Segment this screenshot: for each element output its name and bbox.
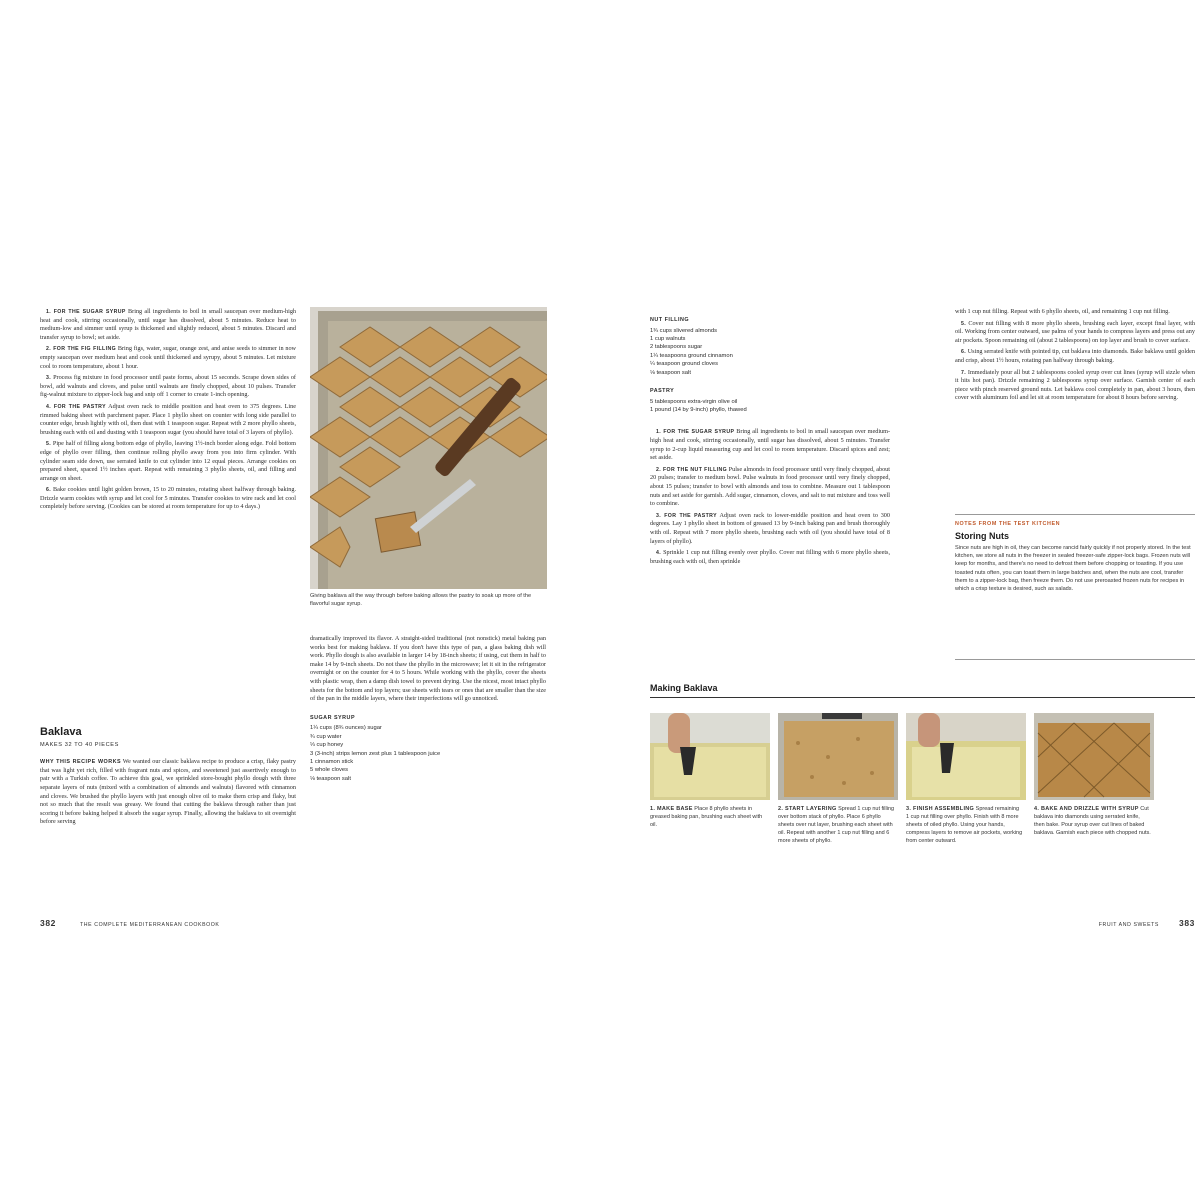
step-text: Bring all ingredients to boil in small saucepan over medium-high heat and cook, stirring occasionally, until sugar has dissolved, about 5 minutes. Transfer syrup to 2-cup liquid measuring cup and let cool to room temperature. Discard spices and zest; set aside.	[650, 428, 891, 462]
note-label: NOTES FROM THE TEST KITCHEN	[955, 521, 1061, 527]
nut-ingredient: 1 cup walnuts	[650, 336, 686, 342]
step-caption-heading: 4. BAKE AND DRIZZLE WITH SYRUP	[1034, 806, 1139, 812]
step-caption-text: Cut baklava into diamonds using serrated knife, then bake. Pour syrup over cut lines of baked baklava. Garnish each piece with chopped nuts.	[1034, 806, 1151, 836]
pastry-ingredient: 1 pound (14 by 9-inch) phyllo, thawed	[650, 407, 747, 414]
syrup-ingredient: ⅓ cup honey	[310, 742, 344, 749]
step-text: Sprinkle 1 cup nut filling evenly over phyllo. Cover nut filling with 6 more phyllo sheets, brushing each with oil, then sprinkle	[650, 549, 890, 565]
syrup-ingredient: 1¼ cups (8¾ ounces) sugar	[310, 725, 382, 732]
fig-cookie-step-6	[40, 486, 296, 512]
syrup-heading: SUGAR SYRUP	[310, 714, 356, 721]
recipe-title: Baklava	[40, 726, 82, 738]
fig-cookie-step-2	[40, 345, 296, 371]
nut-ingredient: ⅛ teaspoon salt	[650, 369, 691, 376]
step-caption-1	[650, 805, 767, 829]
making-baklava-section	[650, 683, 1195, 844]
step-text: Adjust oven rack to lower-middle position and heat oven to 300 degrees. Lay 1 phyllo sheet in bottom of greased 13 by 9-inch baking pan and brush thoroughly with oil. Repeat with 7 more phyllo sheets, brushing each with oil (you should have total of 8 layers of phyllo).	[650, 511, 890, 545]
right-page-number: 383	[1179, 918, 1195, 928]
nut-ingredient: 1¼ teaspoons ground cinnamon	[650, 352, 733, 359]
left-footer	[40, 918, 300, 928]
step-heading: 5.	[46, 441, 52, 448]
step-heading: 6.	[961, 349, 967, 356]
baklava-cont-step-4	[955, 369, 1195, 403]
making-title: Making Baklava	[650, 683, 1195, 698]
step-heading: 1. FOR THE SUGAR SYRUP	[46, 309, 126, 315]
right-page	[650, 300, 1196, 940]
step-photos	[650, 713, 1195, 803]
step-caption-text: Place 8 phyllo sheets in greased baking pan, brushing each sheet with oil.	[650, 806, 763, 828]
step-text: Bring figs, water, sugar, orange zest, and anise seeds to simmer in now empty saucepan over medium heat and cook until thickened and syrupy, about 5 minutes. Let mixture cool to room temperature, about 1 hour.	[40, 345, 297, 370]
baklava-cont-step-3	[955, 348, 1195, 365]
step-text: with 1 cup nut filling. Repeat with 6 phyllo sheets, oil, and remaining 1 cup nut filling.	[955, 308, 1170, 315]
baklava-step-4	[650, 549, 890, 566]
step-photo-3	[906, 713, 1026, 800]
syrup-ingredients	[310, 724, 546, 783]
syrup-ingredient: 1 cinnamon stick	[310, 758, 354, 765]
step-photo-4	[1034, 713, 1154, 800]
syrup-ingredient: ⅛ teaspoon salt	[310, 775, 351, 782]
pastry-ingredient: 5 tablespoons extra-virgin olive oil	[650, 398, 738, 405]
step-text: Adjust oven rack to middle position and heat oven to 375 degrees. Line rimmed baking sheet with parchment paper. Place 1 phyllo sheet on counter with long side parallel to counter edge, brush lightly with oil, then dust with 1 teaspoon sugar. Repeat with 2 more phyllo sheets, brushing each with oil and dusting with 1 teaspoon sugar (you should have total of 3 layers of phyllo).	[40, 402, 296, 436]
left-page-number: 382	[40, 918, 56, 928]
nut-ingredient: ¼ teaspoon ground cloves	[650, 361, 719, 368]
fig-cookie-step-3	[40, 374, 296, 400]
step-heading: 3.	[46, 375, 52, 382]
step-heading: 3. FOR THE PASTRY	[656, 512, 718, 519]
step-caption-4	[1034, 805, 1151, 837]
step-text: Bake cookies until light golden brown, 15 to 20 minutes, rotating sheet halfway through baking. Drizzle warm cookies with syrup and let cool for 5 minutes. Transfer cookies to wire rack and let cool completely before serving. (Cookies can be stored at room temperature for up to 4 days.)	[40, 486, 296, 511]
test-kitchen-note	[955, 514, 1195, 660]
step-heading: 1. FOR THE SUGAR SYRUP	[656, 429, 735, 436]
baklava-step-1	[650, 428, 890, 462]
why-text: We wanted our classic baklava recipe to produce a crisp, flaky pastry that was light yet rich, filled with fragrant nuts and spices, and sweetened just assertively enough to pair with a Turkish coffee. To achieve this goal, we sprinkled store-bought phyllo dough with three separate layers of nuts (mixed with a combination of almonds and walnuts) flavored with cinnamon and cloves. We brushed the phyllo layers with just enough olive oil to make them crisp and flaky, but not so much that the result was greasy. We found that cutting the baklava through rather than just scoring it before baking helped it absorb the sugar syrup. Finally, allowing the baklava to sit overnight before serving	[40, 758, 297, 826]
fig-cookie-step-1	[40, 308, 296, 342]
step-photo-1	[650, 713, 770, 800]
syrup-ingredient: ¾ cup water	[310, 733, 342, 740]
recipe-yield: MAKES 32 TO 40 PIECES	[40, 741, 119, 748]
baklava-step-3	[650, 512, 890, 546]
step-heading: 4.	[656, 550, 662, 557]
nut-ingredient: 2 tablespoons sugar	[650, 344, 703, 351]
baklava-intro	[40, 728, 296, 830]
step-heading: 2. FOR THE FIG FILLING	[46, 346, 117, 353]
nut-heading: NUT FILLING	[650, 317, 690, 323]
step-heading: 2. FOR THE NUT FILLING	[656, 466, 728, 473]
step-heading: 4. FOR THE PASTRY	[46, 403, 106, 410]
nut-ingredients	[650, 327, 890, 377]
step-text: Using serrated knife with pointed tip, cut baklava into diamonds. Bake baklava until golden and crisp, about 1½ hours, rotating pan halfway through baking.	[955, 348, 1196, 364]
syrup-ingredient: 3 (3-inch) strips lemon zest plus 1 tablespoon juice	[310, 750, 441, 757]
step-text: Pipe half of filling along bottom edge of phyllo, leaving 1½-inch border along edge. Fold bottom edge of phyllo over filling, then continue rolling phyllo away from you into firm cylinder. With cylinder seam side down, use serrated knife to cut cylinder into 12 equal pieces. Arrange cookies on prepared sheet, spaced 1½ inches apart. Repeat with remaining 3 phyllo sheets, oil, and filling and arrange on sheet.	[40, 440, 296, 482]
left-column-1	[40, 308, 296, 515]
right-column-1	[650, 316, 890, 569]
photo-caption: Giving baklava all the way through before baking allows the pastry to soak up more of the flavorful sugar syrup.	[310, 593, 532, 607]
step-caption-text: Spread 1 cup nut filling over bottom stack of phyllo. Place 6 phyllo sheets over nut layer, brushing each sheet with oil. Repeat with another 1 cup nut filling and 6 more sheets of phyllo.	[778, 806, 895, 844]
right-steps-1	[650, 428, 890, 566]
fig-cookie-step-4	[40, 403, 296, 437]
step-heading: 6.	[46, 487, 52, 494]
right-column-2	[955, 308, 1195, 406]
step-caption-text: Spread remaining 1 cup nut filling over phyllo. Finish with 8 more sheets of oiled phyllo. Using your hands, compress layers to remove air pockets, working from center outward.	[906, 806, 1023, 844]
baklava-cont-step-1	[955, 308, 1195, 317]
step-caption-heading: 2. START LAYERING	[778, 806, 837, 812]
step-photo-2	[778, 713, 898, 800]
step-caption-2	[778, 805, 895, 845]
step-caption-heading: 1. MAKE BASE	[650, 806, 693, 812]
step-text: Process fig mixture in food processor until paste forms, about 15 seconds. Scrape down sides of bowl, add walnuts and cloves, and pulse until walnuts are finely chopped, about 10 pulses. Transfer fig-walnut mixture to zipper-lock bag and snip off 1 corner to create 1-inch opening.	[40, 374, 296, 399]
note-title: Storing Nuts	[955, 531, 1009, 541]
left-page	[40, 300, 560, 940]
pastry-ingredients	[650, 398, 890, 415]
book-spread	[40, 300, 1196, 940]
step-text: Pulse almonds in food processor until very finely chopped, about 20 pulses; transfer to medium bowl. Pulse walnuts in food processor until very finely chopped, about 15 pulses; transfer to bowl with almonds and toss to combine. Measure out 1 tablespoon nuts and set aside for garnish. Add sugar, cinnamon, cloves, and salt to nut mixture and toss well to combine.	[650, 465, 890, 508]
left-col2-text: dramatically improved its flavor. A straight-sided traditional (not nonstick) metal baking pan works best for making baklava. If you don't have this type of pan, a glass baking dish will work. Phyllo dough is also available in larger 14 by 18-inch sheets; if using, cut them in half to make 14 by 9-inch sheets. Do not thaw the phyllo in the microwave; let it sit in the refrigerator overnight or on the counter for 4 to 5 hours. While working with the phyllo, cover the sheets with plastic wrap, then a damp dish towel to prevent drying. Use the nicest, most intact phyllo sheets for the bottom and top layers; use sheets with tears or ones that are smaller than the size of the pan in the middle layers, where their imperfections will go unnoticed.	[310, 635, 546, 703]
step-caption-3	[906, 805, 1023, 845]
step-caption-heading: 3. FINISH ASSEMBLING	[906, 806, 975, 812]
step-text: Cover nut filling with 8 more phyllo sheets, brushing each layer, except final layer, with oil. Working from center outward, use palms of your hands to compress layers and press out any air pockets. Spoon remaining oil (about 2 tablespoons) on top layer and brush to cover surface.	[955, 319, 1196, 344]
right-running-title: FRUIT AND SWEETS	[1098, 922, 1159, 928]
pastry-heading: PASTRY	[650, 388, 675, 395]
baklava-cont-step-2	[955, 320, 1195, 346]
baklava-photo	[310, 307, 547, 589]
fig-cookie-step-5	[40, 440, 296, 483]
left-column-2	[310, 635, 546, 783]
step-heading: 7.	[961, 369, 967, 376]
step-heading: 5.	[961, 320, 967, 327]
syrup-ingredient: 5 whole cloves	[310, 767, 349, 774]
baklava-step-2	[650, 466, 890, 509]
why-heading: WHY THIS RECIPE WORKS	[40, 759, 122, 766]
nut-ingredient: 1¾ cups slivered almonds	[650, 327, 718, 334]
step-text: Immediately pour all but 2 tablespoons cooled syrup over cut lines (syrup will sizzle when it hits hot pan). Drizzle remaining 2 tablespoons syrup over surface. Garnish center of each piece with pinch reserved ground nuts. Let baklava cool completely in pan, about 3 hours, then cover with aluminum foil and let sit at room temperature for about 8 hours before serving.	[955, 368, 1195, 402]
step-text: Bring all ingredients to boil in small saucepan over medium-high heat and cook, stirring occasionally, until sugar has dissolved, about 5 minutes. Reduce heat to medium-low and simmer until syrup is thickened and slightly reduced, about 5 minutes. Discard and transfer syrup to bowl; set aside.	[40, 308, 297, 341]
note-body: Since nuts are high in oil, they can become rancid fairly quickly if not properly stored. In the test kitchen, we store all nuts in the freezer in sealed freezer-safe zipper-lock bags. Frozen nuts will keep for months, and there's no need to defrost them before chopping or toasting. If you use toasted nuts often, you can toast them in large batches and, when the nuts are cool, transfer them to a zipper-lock bag, then freeze them. Do not use preroasted frozen nuts for recipes in which a crisp texture is desired, such as salads.	[955, 545, 1191, 593]
left-running-title: THE COMPLETE MEDITERRANEAN COOKBOOK	[80, 922, 220, 928]
right-footer	[940, 918, 1195, 928]
